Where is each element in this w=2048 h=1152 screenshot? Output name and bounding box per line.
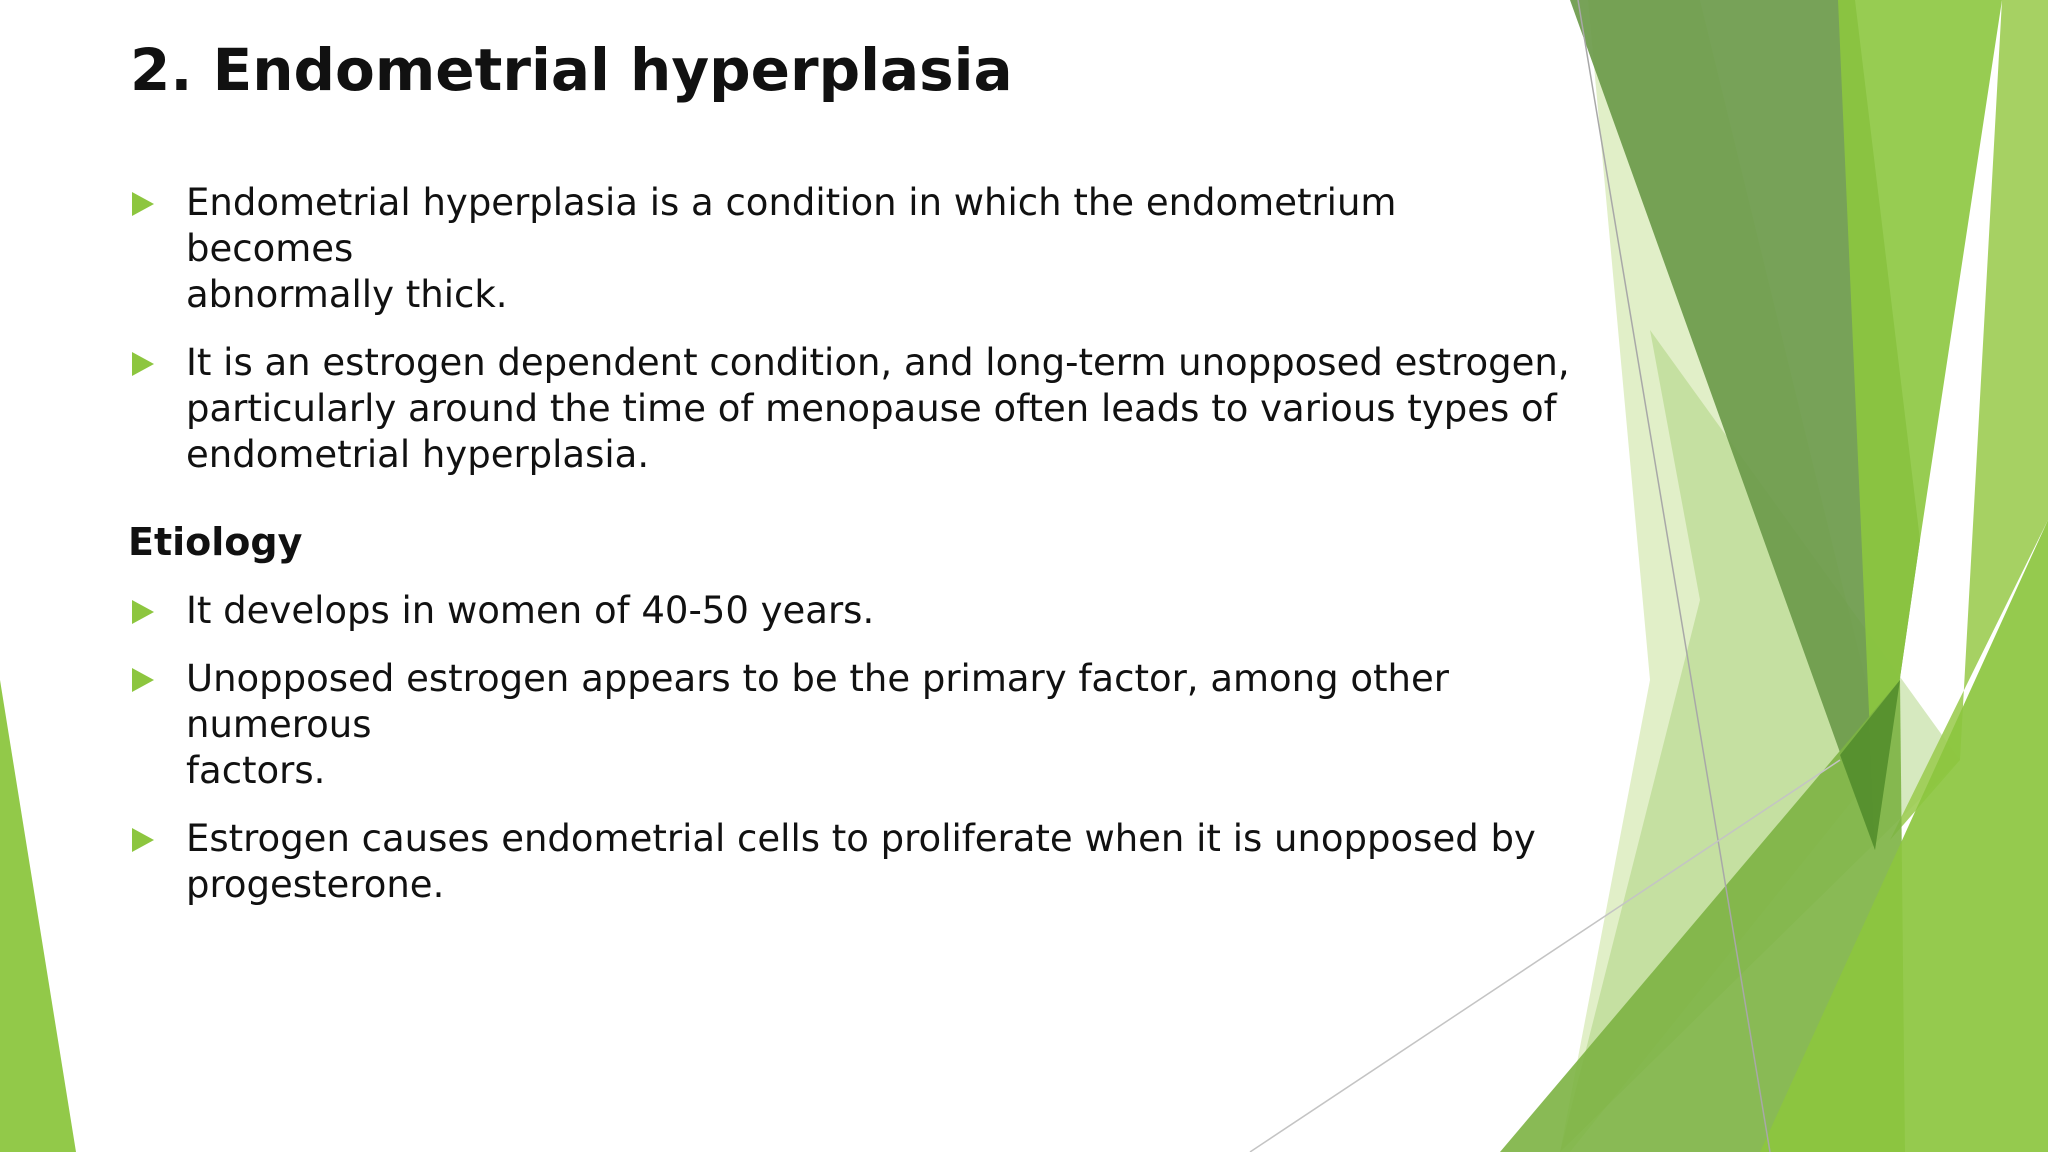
list-item [130, 340, 1570, 478]
etiology-section [130, 588, 1570, 930]
list-item [130, 656, 1570, 794]
intro-bullet-list [130, 180, 1570, 478]
list-item [130, 588, 1570, 634]
triangle-right-icon [132, 668, 154, 692]
triangle-right-icon [132, 600, 154, 624]
list-item [130, 180, 1570, 318]
bullet-line: progesterone. [186, 863, 445, 906]
list-item [130, 816, 1570, 908]
bullet-line: particularly around the time of menopause often leads to various types of [186, 387, 1557, 430]
bullet-line: It develops in women of 40-50 years. [186, 589, 875, 632]
slide-title: 2. Endometrial hyperplasia [130, 36, 1013, 104]
bullet-line: factors. [186, 749, 326, 792]
bullet-line: It is an estrogen dependent condition, and long-term unopposed estrogen, [186, 341, 1570, 384]
etiology-heading: Etiology [128, 520, 303, 564]
left-green-sliver [0, 680, 76, 1152]
triangle-right-icon [132, 192, 154, 216]
bullet-line: endometrial hyperplasia. [186, 433, 650, 476]
intro-section [130, 180, 1570, 500]
triangle-right-icon [132, 828, 154, 852]
bullet-line: Estrogen causes endometrial cells to proliferate when it is unopposed by [186, 817, 1536, 860]
bullet-line: abnormally thick. [186, 273, 508, 316]
bullet-line: Unopposed estrogen appears to be the primary factor, among other numerous [186, 657, 1449, 746]
bullet-line: Endometrial hyperplasia is a condition in which the endometrium becomes [186, 181, 1397, 270]
triangle-right-icon [132, 352, 154, 376]
etiology-bullet-list [130, 588, 1570, 908]
